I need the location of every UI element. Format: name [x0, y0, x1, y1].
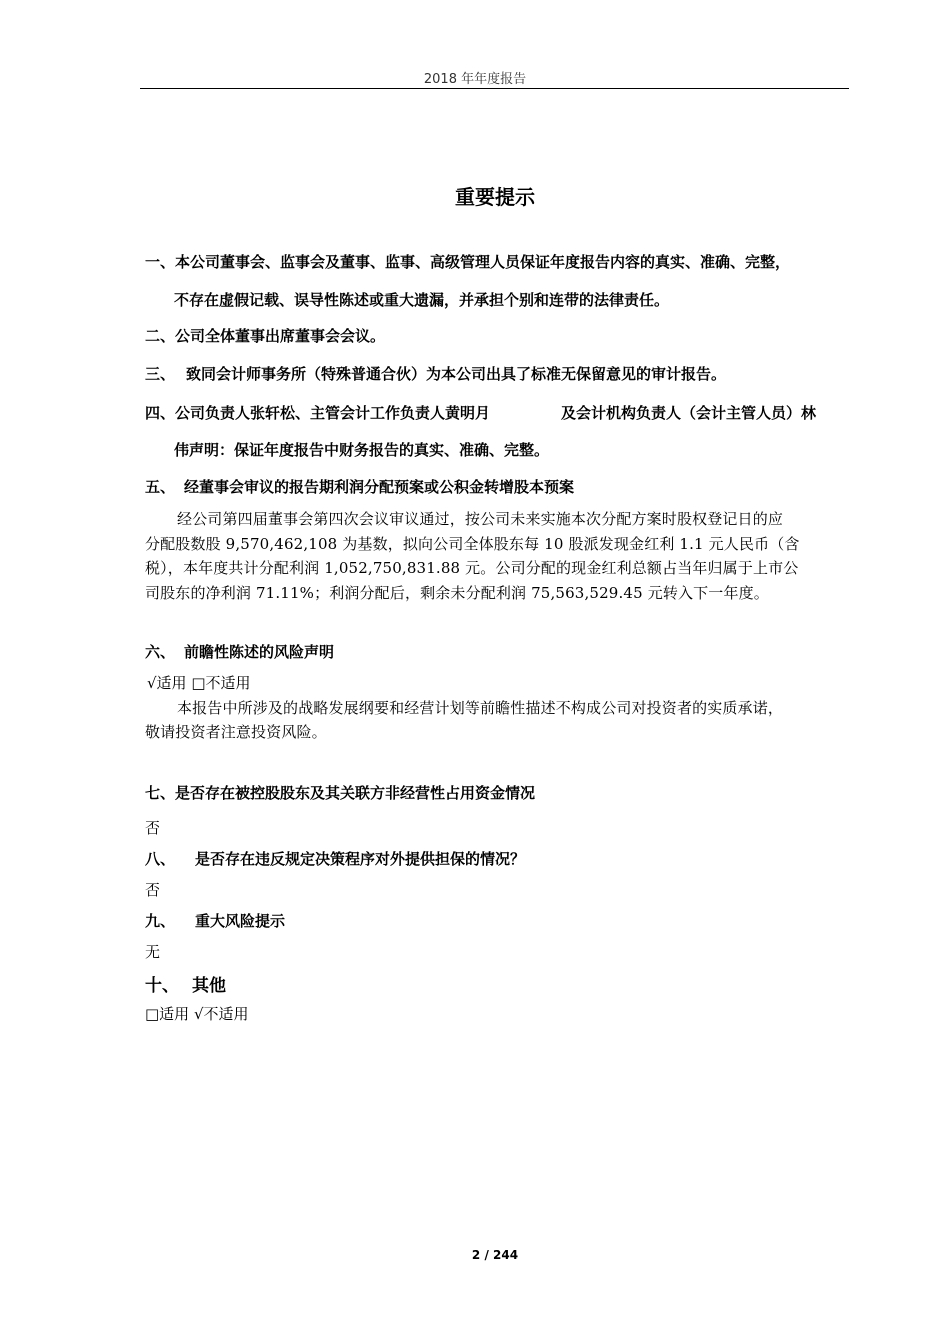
section-5-heading: 经董事会审议的报告期利润分配预案或公积金转增股本预案: [184, 478, 575, 496]
section-4-line-1: [145, 402, 490, 423]
section-9-answer: 无: [145, 943, 161, 961]
section-9-number: 九、: [145, 912, 176, 930]
section-4-number: 四、: [145, 404, 176, 422]
section-1-line-1: [145, 251, 790, 272]
section-4-text-b: 及会计机构负责人（会计主管人员）林: [561, 404, 817, 422]
section-6-heading: 前瞻性陈述的风险声明: [184, 643, 335, 661]
section-3: [145, 363, 175, 384]
section-6-para-line-1: 本报告中所涉及的战略发展纲要和经营计划等前瞻性描述不构成公司对投资者的实质承诺，: [177, 699, 784, 717]
section-10-heading: 其他: [192, 976, 226, 996]
section-6-para-line-2: 敬请投资者注意投资风险。: [145, 723, 327, 741]
section-2: [145, 325, 385, 346]
page-number: 2 / 244: [471, 1248, 519, 1262]
section-8-heading: 是否存在违反规定决策程序对外提供担保的情况？: [195, 850, 526, 868]
section-3-number: 三、: [145, 365, 176, 383]
section-8-number: 八、: [145, 850, 176, 868]
section-2-text: 公司全体董事出席董事会会议。: [175, 327, 386, 345]
report-header-title: 2018 年年度报告: [423, 72, 527, 87]
section-7-heading: 是否存在被控股股东及其关联方非经营性占用资金情况: [175, 784, 536, 802]
section-6-applicable-checkbox: √适用 □不适用: [147, 674, 251, 692]
section-10-applicable-checkbox: □适用 √不适用: [145, 1005, 249, 1023]
page-title: 重要提示: [455, 185, 535, 209]
section-1-number: 一、: [145, 253, 176, 271]
section-4-line-2: 伟声明：保证年度报告中财务报告的真实、准确、完整。: [174, 441, 550, 459]
section-7: [145, 782, 535, 803]
section-9-heading: 重大风险提示: [195, 912, 286, 930]
section-7-number: 七、: [145, 784, 176, 802]
header-divider: [140, 88, 849, 89]
section-5-para-line-3: 税），本年度共计分配利润 1,052,750,831.88 元。公司分配的现金红利总额占当年归属于上市公: [145, 559, 799, 577]
section-5-number: 五、: [145, 478, 176, 496]
section-2-number: 二、: [145, 327, 176, 345]
section-3-text: 致同会计师事务所（特殊普通合伙）为本公司出具了标准无保留意见的审计报告。: [186, 365, 727, 383]
section-4-text-a: 公司负责人张轩松、主管会计工作负责人黄明月: [175, 404, 491, 422]
section-8-answer: 否: [145, 881, 161, 899]
section-1-line-2: 不存在虚假记载、误导性陈述或重大遗漏，并承担个别和连带的法律责任。: [174, 291, 670, 309]
section-5-para-line-2: 分配股数股 9,570,462,108 为基数，拟向公司全体股东每 10 股派发现金红利 1.1 元人民币（含: [145, 535, 800, 553]
section-1-text: 本公司董事会、监事会及董事、监事、高级管理人员保证年度报告内容的真实、准确、完整，: [175, 253, 791, 271]
section-5-para-line-4: 司股东的净利润 71.11%；利润分配后，剩余未分配利润 75,563,529.45 元转入下一年度。: [145, 584, 769, 602]
section-5-para-line-1: 经公司第四届董事会第四次会议审议通过，按公司未来实施本次分配方案时股权登记日的应: [177, 510, 784, 528]
section-10-number: 十、: [145, 976, 179, 996]
section-7-answer: 否: [145, 819, 161, 837]
section-6-number: 六、: [145, 643, 176, 661]
